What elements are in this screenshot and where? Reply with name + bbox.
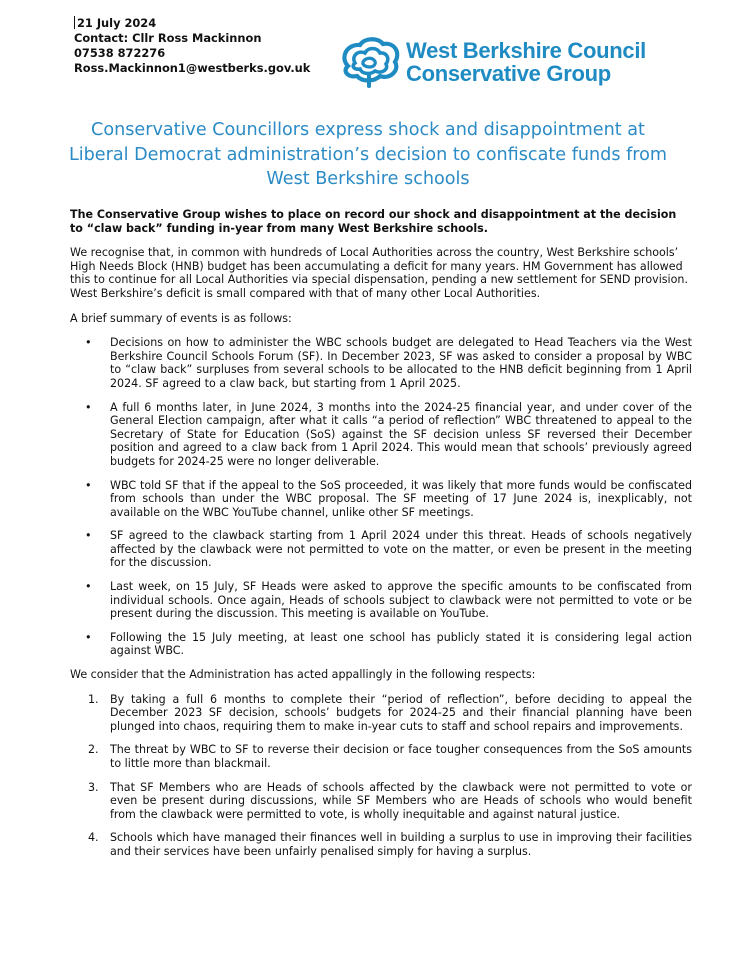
logo-line-2: Conservative Group xyxy=(406,61,611,86)
respects-lead: We consider that the Administration has acted appallingly in the following respects: xyxy=(70,668,536,682)
item-number: 4. xyxy=(88,831,99,845)
events-list xyxy=(70,336,692,658)
press-release-body xyxy=(70,208,692,869)
summary-lead: A brief summary of events is as follows: xyxy=(70,311,292,325)
logo-line-1: West Berkshire Council xyxy=(406,38,646,63)
context-paragraph: We recognise that, in common with hundreds of Local Authorities across the country, West Berkshire schools’ High Needs Block (HNB) budget has been accumulating a deficit for many years. HM Government has allowed this to continue for all Local Authorities via special dispensation, pending a new settlement for SEND provision. West Berkshire’s deficit is small compared with that of many other Local Authorities. xyxy=(70,246,688,300)
list-item: • WBC told SF that if the appeal to the SoS proceeded, it was likely that more funds would be confiscated from schools than under the WBC proposal. The SF meeting of 17 June 2024 is, inexplicably, not available on the WBC YouTube channel, unlike other SF meetings. xyxy=(70,479,692,520)
list-item xyxy=(70,693,692,734)
press-date: 21 July 2024 xyxy=(74,16,310,31)
item-text: Schools which have managed their finances well in building a surplus to use in improving their facilities and their services have been unfairly penalised simply for having a surplus. xyxy=(110,831,692,858)
list-item xyxy=(70,781,692,822)
contact-block xyxy=(74,16,310,76)
list-item: • Last week, on 15 July, SF Heads were asked to approve the specific amounts to be confiscated from individual schools. Once again, Heads of schools subject to clawback were not permitted to vote or be present during the discussion. This meeting is available on YouTube. xyxy=(70,580,692,621)
item-number: 1. xyxy=(88,692,99,706)
list-item: • SF agreed to the clawback starting from 1 April 2024 under this threat. Heads of schools negatively affected by the clawback were not permitted to vote on the matter, or even be present in the meeting for the discussion. xyxy=(70,529,692,570)
intro-paragraph: The Conservative Group wishes to place on record our shock and disappointment at the decision to “claw back” funding in-year from many West Berkshire schools. xyxy=(70,208,677,235)
list-item: • A full 6 months later, in June 2024, 3 months into the 2024-25 financial year, and under cover of the General Election campaign, after what it calls “a period of reflection” WBC threatened to appeal to the Secretary of State for Education (SoS) against the SF decision unless SF reversed their December position and agreed to a claw back from 1 April 2024. This would mean that schools’ previously agreed budgets for 2024-25 were no longer deliverable. xyxy=(70,401,692,469)
item-text: The threat by WBC to SF to reverse their decision or face tougher consequences from the SoS amounts to little more than blackmail. xyxy=(110,743,692,770)
press-release-headline: Conservative Councillors express shock and disappointment at Liberal Democrat administration’s decision to confiscate funds from West Berkshire schools xyxy=(68,120,668,189)
tree-logo-icon xyxy=(338,36,402,88)
list-item: • Decisions on how to administer the WBC schools budget are delegated to Head Teachers via the West Berkshire Council Schools Forum (SF). In December 2023, SF was asked to consider a proposal by WBC to “claw back” surpluses from several schools to be allocated to the HNB deficit beginning from 1 April 2024. SF agreed to a claw back, but starting from 1 April 2025. xyxy=(70,336,692,390)
item-number: 3. xyxy=(88,780,99,794)
list-item: • Following the 15 July meeting, at least one school has publicly stated it is considering legal action against WBC. xyxy=(70,631,692,658)
council-logo xyxy=(338,36,646,88)
contact-name: Contact: Cllr Ross Mackinnon xyxy=(74,31,262,45)
item-text: By taking a full 6 months to complete their “period of reflection”, before deciding to appeal the December 2023 SF decision, schools’ budgets for 2024-25 and their financial planning have been plunged into chaos, requiring them to make in-year cuts to staff and school repairs and improvements. xyxy=(110,692,692,733)
item-number: 2. xyxy=(88,743,99,757)
list-item xyxy=(70,831,692,858)
contact-email: Ross.Mackinnon1@westberks.gov.uk xyxy=(74,61,311,75)
contact-phone: 07538 872276 xyxy=(74,46,166,60)
list-item xyxy=(70,743,692,770)
respects-list xyxy=(70,693,692,859)
item-text: That SF Members who are Heads of schools affected by the clawback were not permitted to vote or even be present during discussions, while SF Members who are Heads of schools who would benefit from the clawback were permitted to vote, is wholly inequitable and against natural justice. xyxy=(110,780,692,821)
text-cursor xyxy=(74,16,75,29)
